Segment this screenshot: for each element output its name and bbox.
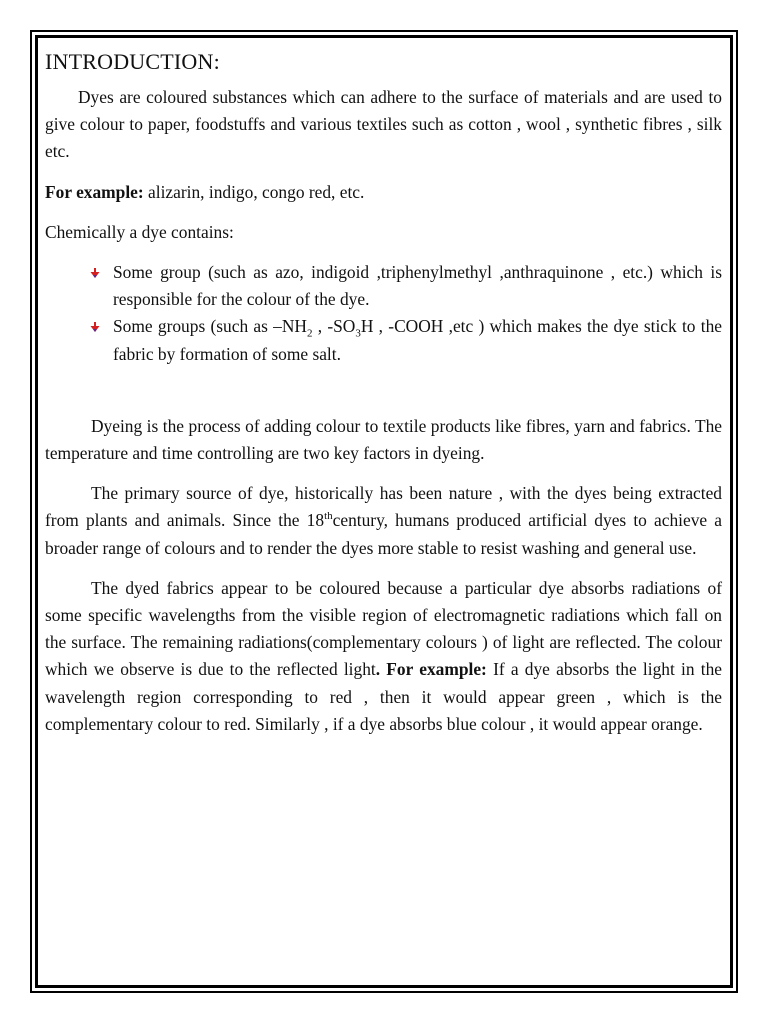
bullet-list [45, 259, 722, 368]
example-text: alizarin, indigo, congo red, etc. [143, 181, 365, 202]
subscript-3: 3 [355, 327, 361, 340]
intro-paragraph: Dyes are coloured substances which can adhere to the surface of materials and are used to give colour to paper, foodstuffs and various textiles such as cotton , wool , synthetic fibres , silk etc. [45, 87, 722, 162]
source-text-pre: The primary source of dye, historically has been nature , with the dyes being extracted from plants and animals. Since the 18 [45, 483, 722, 531]
example-label: For example: [45, 181, 144, 202]
superscript-th: th [324, 510, 333, 523]
dyeing-paragraph: Dyeing is the process of adding colour to textile products like fibres, yarn and fabrics. The temperature and time controlling are two key factors in dyeing. [45, 415, 722, 464]
chem-intro-paragraph: Chemically a dye contains: [45, 221, 234, 242]
arrow-down-bullet-icon [89, 321, 101, 333]
colour-text-pre: The dyed fabrics appear to be coloured because a particular dye absorbs radiations of some specific wavelengths from the visible region of electromagnetic radiations which fall on the surface. The remaining radiations(complementary colours ) of light are reflected. The colour which we observe is due to the reflected light [45, 577, 722, 680]
subscript-2: 2 [306, 327, 313, 340]
source-paragraph [45, 480, 722, 562]
example-paragraph [45, 179, 722, 206]
spacer [45, 368, 722, 413]
bullet-text-2-mid1: , -SO [312, 316, 356, 337]
colour-paragraph [45, 575, 722, 738]
page-title: INTRODUCTION: [45, 49, 220, 74]
colour-text-post: If a dye absorbs the light in the wavelength region corresponding to red , then it would appear green , which is the complementary colour to red. Similarly , if a dye absorbs blue colour , it would appear orange. [45, 659, 722, 734]
list-item [113, 313, 722, 367]
source-text-post: century, humans produced artificial dyes to achieve a broader range of colours and to render the dyes more stable to resist washing and general use. [45, 510, 722, 558]
bullet-text-2-pre: Some groups (such as –NH [113, 316, 307, 337]
document-body [45, 48, 722, 751]
bullet-text-1: Some group (such as azo, indigoid ,triphenylmethyl ,anthraquinone , etc.) which is responsible for the colour of the dye. [113, 262, 722, 310]
list-item [113, 259, 722, 313]
bullet-text-2-mid2: H , -COOH ,etc ) which makes the dye stick to the fabric by formation of some salt. [113, 316, 722, 364]
colour-example-label: . For example: [375, 659, 487, 680]
arrow-down-bullet-icon [89, 267, 101, 279]
